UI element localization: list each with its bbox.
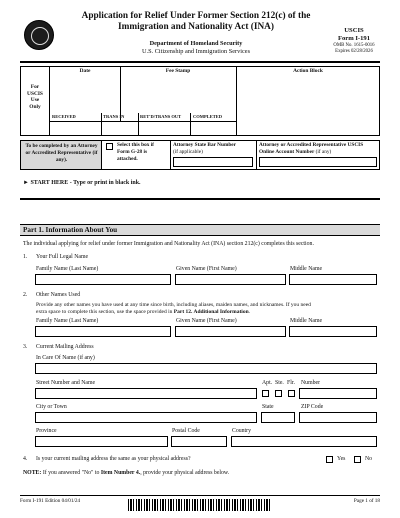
part1-intro: The individual applying for relief under former Immigration and Nationality Act (INA) section 212(c) completes this section. (23, 241, 314, 247)
agency-name: U.S. Citizenship and Immigration Services (141, 48, 251, 55)
in-care-of-label: In Care Of Name (if any) (36, 355, 95, 361)
q3-number: 3. (23, 344, 28, 350)
account-number-sub: (if any) (315, 148, 332, 155)
middle-name-input[interactable] (289, 274, 377, 285)
part1-heading: Part 1. Information About You (23, 226, 118, 234)
start-here-instruction (23, 180, 141, 186)
omb-block (318, 43, 390, 55)
other-middle-name-input[interactable] (289, 326, 377, 337)
q2-help-ref: Part 12. Additional Information (173, 309, 249, 315)
zip-label: ZIP Code (301, 404, 324, 410)
attorney-divider-1 (170, 140, 171, 170)
attorney-divider-2 (256, 140, 257, 170)
q2-help-line-1: Provide any other names you have used at any time since birth, including aliases, maiden names, and nicknames. If you need (36, 302, 311, 308)
q4-no-checkbox[interactable] (354, 456, 361, 463)
dhs-seal-icon (24, 20, 54, 50)
form-number: Form I-191 (337, 35, 371, 42)
sub-divider-3 (190, 113, 191, 136)
q1-label: Your Full Legal Name (36, 254, 89, 260)
part1-header (20, 224, 380, 236)
arrow-right-icon: ► (23, 180, 29, 186)
org-abbrev: USCIS (344, 27, 364, 34)
q2-number: 2. (23, 292, 28, 298)
city-input[interactable] (35, 412, 257, 423)
divider-fee-action (236, 66, 237, 136)
postal-code-label: Postal Code (172, 428, 200, 434)
zip-input[interactable] (299, 412, 377, 423)
office-use-line-2: USCIS (27, 90, 43, 97)
city-label: City or Town (36, 404, 67, 410)
state-label: State (262, 404, 274, 410)
attorney-completed-by: To be completed by an Attorney or Accredited Representative (if any). (25, 143, 98, 163)
account-number-label (259, 142, 379, 156)
bar-number-input[interactable] (173, 157, 253, 167)
country-input[interactable] (231, 436, 377, 447)
col-action-label: Action Block (293, 68, 323, 74)
g28-checkbox[interactable] (106, 143, 113, 150)
office-use-line-4: Only (29, 103, 41, 110)
footer-divider (20, 495, 380, 496)
other-family-name-label: Family Name (Last Name) (36, 318, 99, 324)
office-use-label (20, 84, 50, 110)
note-ref: Item Number 4. (100, 470, 141, 476)
country-label: Country (232, 428, 252, 434)
g28-checkbox-label: Select this box if Form G-28 is attached. (117, 142, 154, 162)
flr-checkbox[interactable] (288, 390, 295, 397)
header-divider (20, 61, 380, 63)
q3-label: Current Mailing Address (36, 344, 94, 350)
apt-checkbox[interactable] (262, 390, 269, 397)
q2-label: Other Names Used (36, 292, 81, 298)
note-text-2: , provide your physical address below. (140, 470, 230, 476)
bar-number-label (173, 142, 257, 156)
province-input[interactable] (35, 436, 168, 447)
other-middle-name-label: Middle Name (290, 318, 323, 324)
q4-no-label: No (365, 456, 373, 462)
family-name-label: Family Name (Last Name) (36, 266, 99, 272)
page-number: Page 1 of 18 (353, 498, 380, 504)
col-date-label: Date (79, 68, 91, 74)
middle-name-label: Middle Name (290, 266, 323, 272)
omb-number: OMB No. 1615-0016 (333, 43, 375, 48)
account-number-title: Attorney or Accredited Representative USCIS Online Account Number (259, 142, 364, 155)
q2-help-text: extra space to complete this section, use the space provided in (36, 309, 173, 315)
province-label: Province (36, 428, 57, 434)
note-label: NOTE: (23, 470, 42, 476)
apt-label: Apt. (262, 380, 273, 386)
received-label: RECEIVED (52, 114, 76, 119)
q4-yes-checkbox[interactable] (326, 456, 333, 463)
ret-trans-out-label: RET'D/TRANS OUT (140, 114, 182, 119)
expiration-date: Expires 02/28/2026 (335, 49, 373, 54)
sub-divider-1 (101, 113, 102, 136)
q4-label: Is your current mailing address the same as your physical address? (36, 456, 191, 462)
street-input[interactable] (35, 388, 257, 399)
sub-divider-2 (138, 113, 139, 136)
given-name-input[interactable] (175, 274, 286, 285)
ste-label: Ste. (275, 380, 284, 386)
in-care-of-input[interactable] (35, 363, 377, 374)
account-number-input[interactable] (259, 157, 377, 167)
office-use-line-3: Use (30, 97, 40, 103)
barcode-image (128, 499, 272, 511)
family-name-input[interactable] (35, 274, 171, 285)
office-sub-row (50, 113, 236, 136)
unit-number-label: Number (301, 380, 320, 386)
bar-number-sub: (if applicable) (173, 148, 203, 155)
start-divider (20, 198, 380, 200)
note-line (23, 470, 379, 477)
q4-number: 4. (23, 456, 28, 462)
q1-number: 1. (23, 254, 28, 260)
street-label: Street Number and Name (36, 380, 96, 386)
given-name-label: Given Name (First Name) (176, 266, 237, 272)
col-fee-label: Fee Stamp (165, 68, 191, 74)
form-id-block (318, 27, 390, 43)
form-edition: Form I-191 Edition 04/01/24 (20, 498, 81, 504)
other-given-name-input[interactable] (175, 326, 286, 337)
unit-number-input[interactable] (299, 388, 377, 399)
start-here-text: START HERE - Type or print in black ink. (30, 180, 141, 186)
other-family-name-input[interactable] (35, 326, 171, 337)
completed-label: COMPLETED (193, 114, 223, 119)
ste-checkbox[interactable] (275, 390, 282, 397)
trans-in-label: TRANS IN (103, 114, 125, 119)
note-text-1: If you answered "No" to (42, 470, 100, 476)
flr-label: Flr. (287, 380, 295, 386)
q4-yes-label: Yes (337, 456, 346, 462)
postal-code-input[interactable] (171, 436, 227, 447)
state-select[interactable] (261, 412, 295, 423)
office-use-line-1: For (30, 84, 40, 90)
department-name: Department of Homeland Security (149, 40, 243, 47)
agency-block (80, 40, 312, 56)
form-title: Application for Relief Under Former Section 212(c) of the Immigration and Nationality Act (INA) (81, 11, 311, 32)
other-given-name-label: Given Name (First Name) (176, 318, 237, 324)
bar-number-title: Attorney State Bar Number (173, 142, 237, 148)
q2-help-line-2: extra space to complete this section, use the space provided in Part 12. Additional Information. (36, 309, 251, 315)
